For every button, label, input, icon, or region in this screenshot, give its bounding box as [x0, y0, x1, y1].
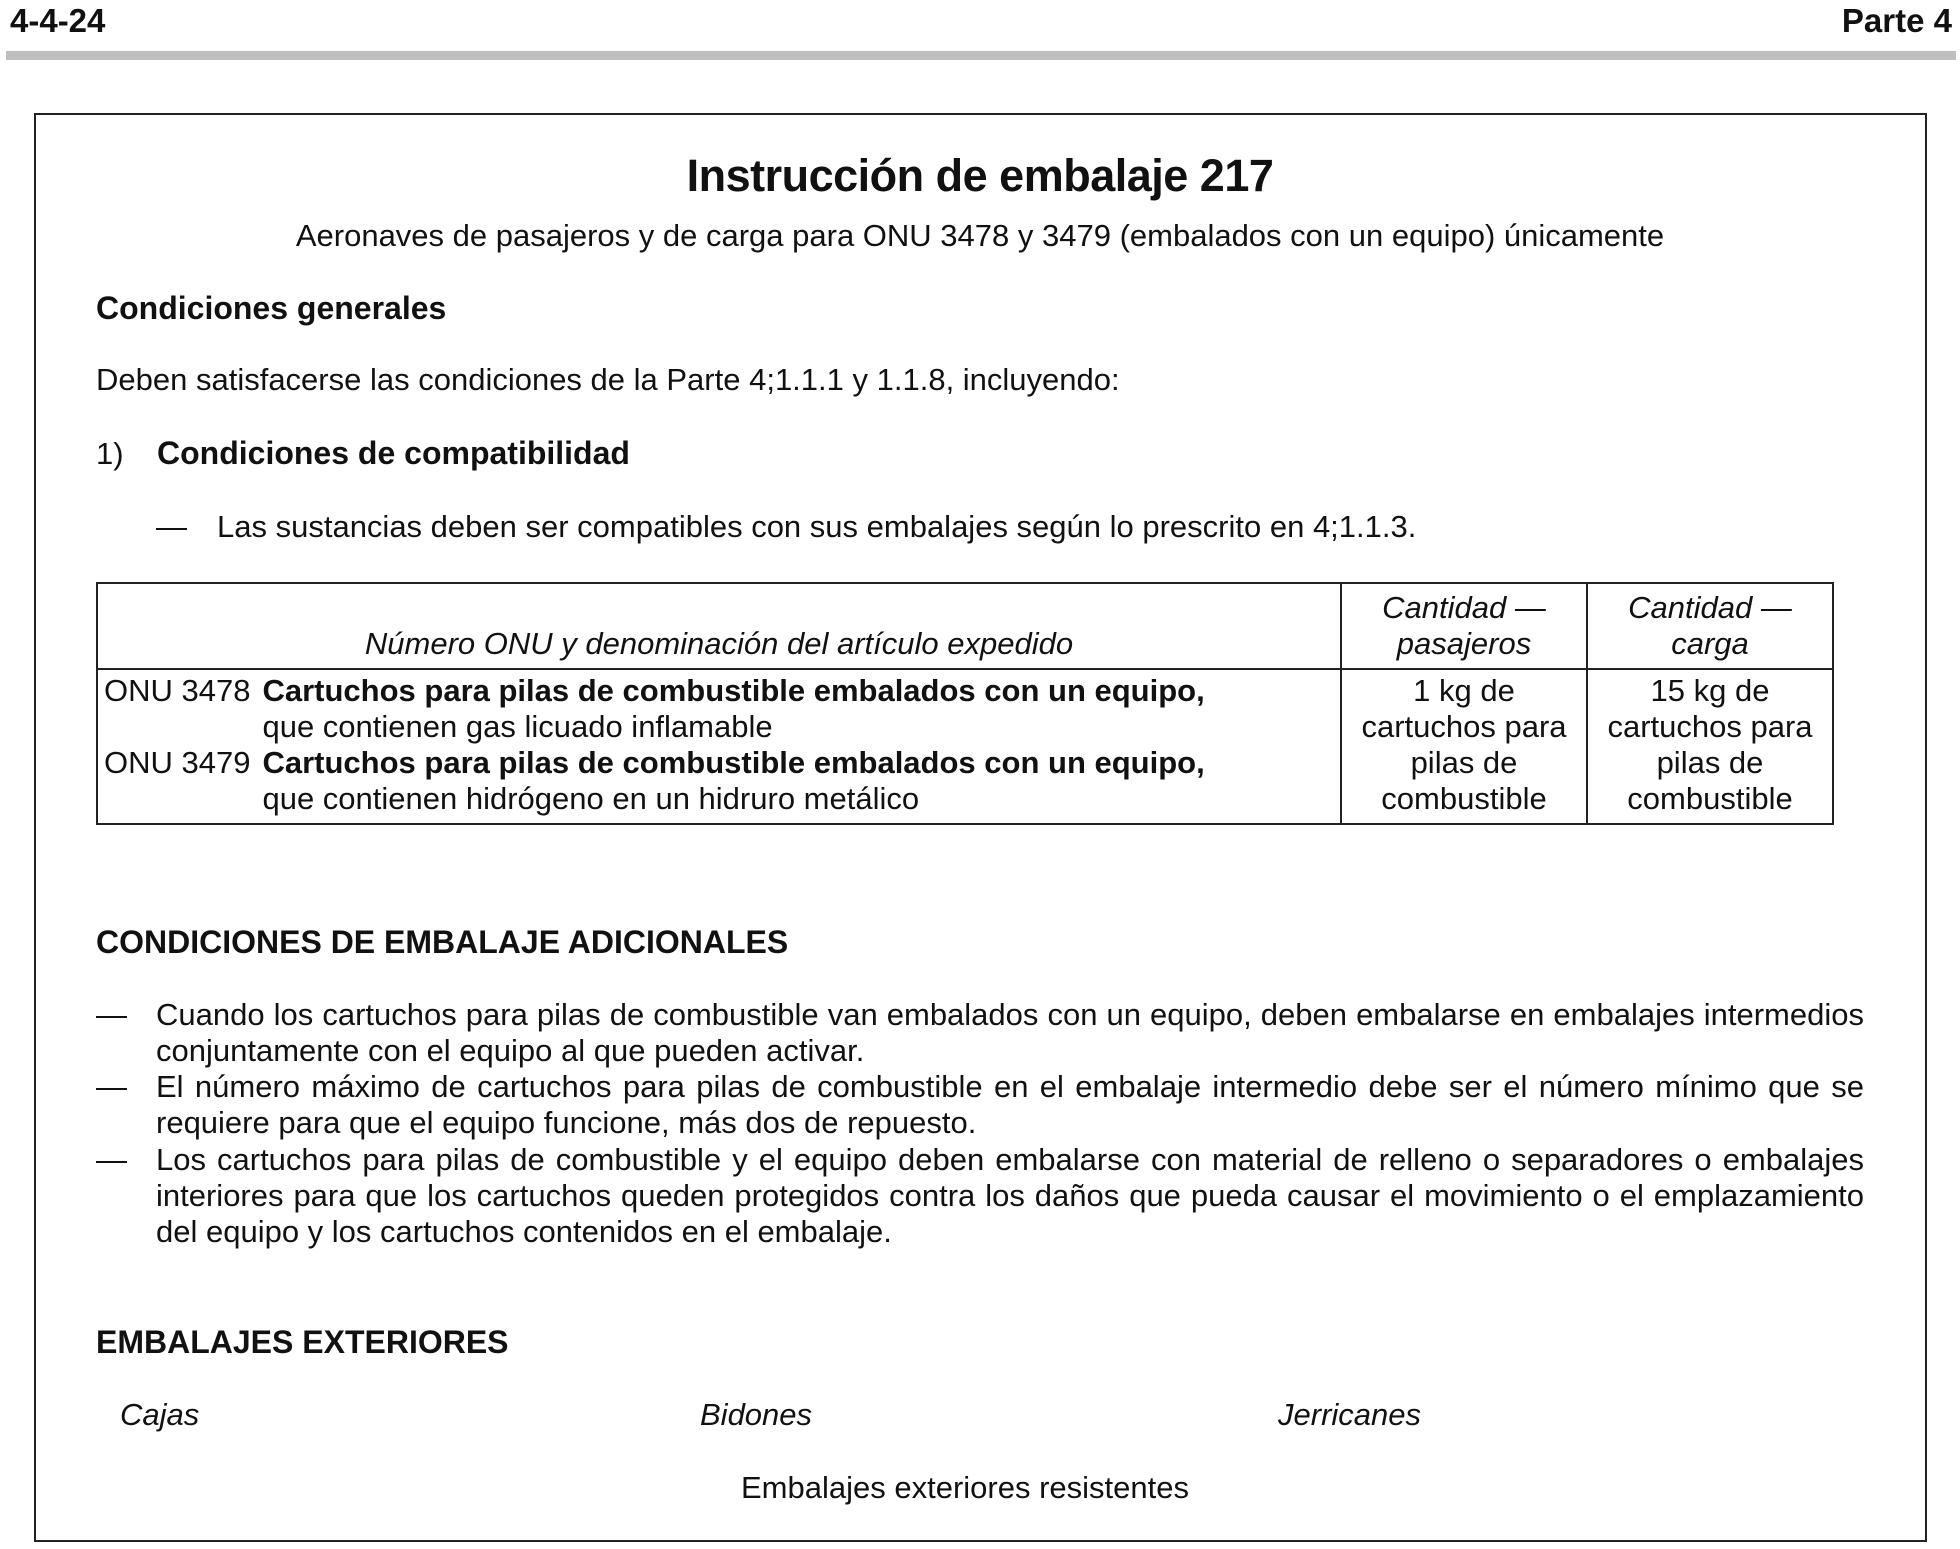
outer-type-boxes: Cajas	[120, 1397, 200, 1432]
un-entry-3478	[104, 673, 1334, 745]
column-header-un: Número ONU y denominación del artículo expedido	[97, 583, 1341, 669]
additional-item-text: Cuando los cartuchos para pilas de combustible van embalados con un equipo, deben embalarse en embalajes intermedios conjuntamente con el equipo al que pueden activar.	[156, 997, 1864, 1068]
additional-item-text: Los cartuchos para pilas de combustible y el equipo deben embalarse con material de relleno o separadores o embalajes interiores para que los cartuchos queden protegidos contra los daños que pueda causar el movimiento o el emplazamiento del equipo y los cartuchos contenidos en el embalaje.	[156, 1142, 1864, 1249]
compatibility-bullet: Las sustancias deben ser compatibles con sus embalajes según lo prescrito en 4;1.1.3.	[217, 509, 1417, 544]
general-heading: Condiciones generales	[96, 290, 447, 326]
un-number: ONU 3479	[104, 745, 251, 780]
table-header-row	[97, 583, 1833, 669]
shipping-name	[262, 745, 1334, 817]
shipping-name	[262, 673, 1334, 745]
additional-item	[96, 997, 1864, 1069]
additional-item	[96, 1069, 1864, 1141]
cargo-quantity: 15 kg de cartuchos para pilas de combustible	[1587, 669, 1833, 824]
page-title: Instrucción de embalaje 217	[686, 150, 1274, 201]
shipping-name-rest: que contienen hidrógeno en un hidruro metálico	[262, 781, 920, 816]
goods-table	[96, 582, 1834, 825]
outer-note: Embalajes exteriores resistentes	[741, 1470, 1189, 1505]
compatibility-heading: Condiciones de compatibilidad	[157, 435, 630, 471]
general-intro: Deben satisfacerse las condiciones de la Parte 4;1.1.1 y 1.1.8, incluyendo:	[96, 362, 1120, 397]
outer-type-jerricans: Jerricanes	[1278, 1397, 1421, 1432]
page-number: 4-4-24	[10, 2, 106, 39]
page-subtitle: Aeronaves de pasajeros y de carga para ONU 3478 y 3479 (embalados con un equipo) únicamente	[295, 218, 1665, 253]
additional-item-text: El número máximo de cartuchos para pilas de combustible en el embalaje intermedio debe ser el número mínimo que se requiere para que el equipo funcione, más dos de repuesto.	[156, 1069, 1864, 1140]
dash-icon: —	[96, 997, 127, 1032]
outer-heading: EMBALAJES EXTERIORES	[96, 1324, 509, 1360]
additional-item	[96, 1142, 1864, 1250]
un-entries-cell	[97, 669, 1341, 824]
dash-icon: —	[156, 509, 187, 544]
part-label: Parte 4	[1841, 2, 1952, 39]
additional-heading: CONDICIONES DE EMBALAJE ADICIONALES	[96, 924, 789, 960]
item-number: 1)	[96, 436, 124, 471]
dash-icon: —	[96, 1069, 127, 1104]
column-header-passenger: Cantidad — pasajeros	[1341, 583, 1587, 669]
un-entry-3479	[104, 745, 1334, 817]
page-header	[8, 0, 1952, 44]
passenger-quantity: 1 kg de cartuchos para pilas de combustible	[1341, 669, 1587, 824]
shipping-name-rest: que contienen gas licuado inflamable	[262, 709, 773, 744]
dash-icon: —	[96, 1142, 127, 1177]
shipping-name-bold: Cartuchos para pilas de combustible embalados con un equipo,	[262, 745, 1205, 780]
table-row	[97, 669, 1833, 824]
column-header-cargo: Cantidad — carga	[1587, 583, 1833, 669]
shipping-name-bold: Cartuchos para pilas de combustible embalados con un equipo,	[262, 673, 1205, 708]
header-rule	[6, 51, 1956, 60]
outer-type-drums: Bidones	[700, 1397, 813, 1432]
un-number: ONU 3478	[104, 673, 251, 708]
